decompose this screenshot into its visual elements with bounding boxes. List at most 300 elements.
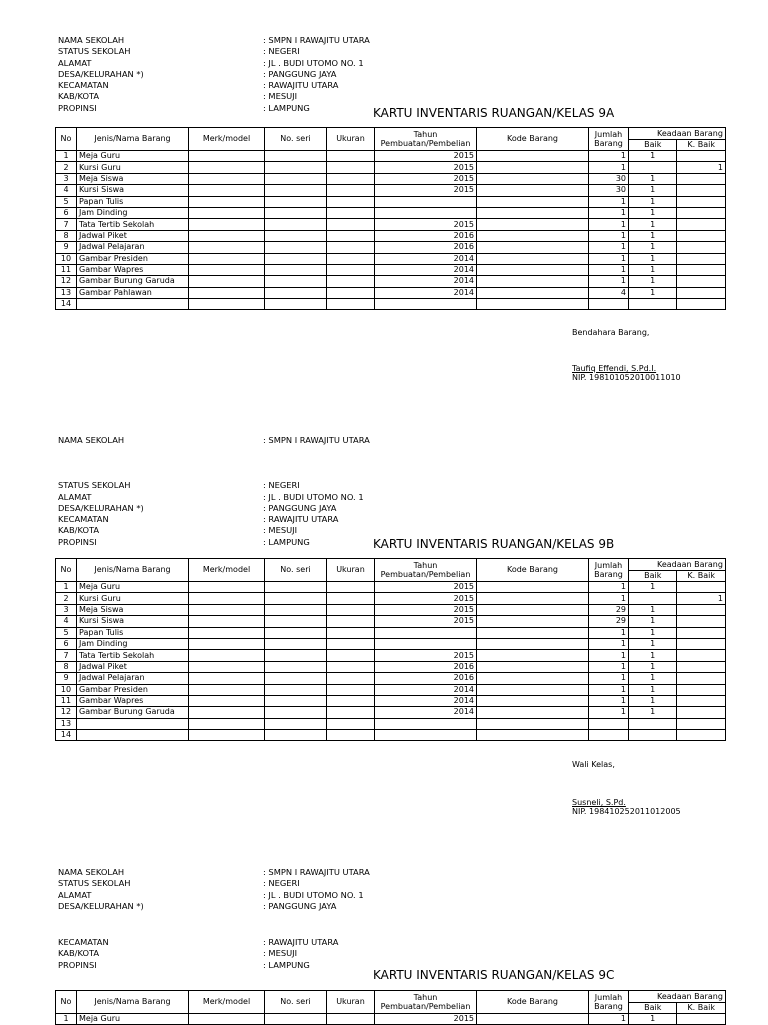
header-jumlah-line2: Barang bbox=[594, 1002, 623, 1011]
cell-merk bbox=[189, 684, 265, 695]
cell-tahun: 2015 bbox=[375, 582, 477, 593]
label-alamat: ALAMAT bbox=[58, 491, 92, 502]
cell-merk bbox=[189, 593, 265, 604]
card-title: KARTU INVENTARIS RUANGAN/KELAS 9B bbox=[373, 537, 615, 551]
table-row bbox=[56, 230, 726, 241]
cell-jumlah: 4 bbox=[589, 287, 629, 298]
header-tahun-line1: Tahun bbox=[413, 130, 438, 139]
header-kode: Kode Barang bbox=[477, 559, 589, 582]
table-row bbox=[56, 299, 726, 310]
header-keadaan: Keadaan Barang bbox=[629, 991, 726, 1003]
cell-kode bbox=[477, 287, 589, 298]
cell-kbaik: 1 bbox=[677, 162, 725, 173]
header-merk: Merk/model bbox=[189, 991, 265, 1014]
cell-baik: 1 bbox=[629, 616, 677, 627]
cell-kbaik bbox=[677, 173, 725, 184]
table-row bbox=[56, 627, 726, 638]
cell-jumlah bbox=[589, 299, 629, 310]
table-row bbox=[56, 730, 726, 741]
cell-kbaik bbox=[677, 253, 725, 264]
header-seri: No. seri bbox=[265, 559, 327, 582]
value-kecamatan: : RAWAJITU UTARA bbox=[263, 80, 339, 91]
cell-kbaik bbox=[677, 276, 725, 287]
cell-no: 3 bbox=[56, 604, 77, 615]
cell-merk bbox=[189, 718, 265, 729]
table-row bbox=[56, 707, 726, 718]
cell-seri bbox=[265, 661, 327, 672]
table-row bbox=[56, 604, 726, 615]
cell-kode bbox=[477, 604, 589, 615]
header-ukuran: Ukuran bbox=[327, 559, 375, 582]
cell-baik: 1 bbox=[629, 1014, 677, 1025]
value-nama-sekolah: : SMPN I RAWAJITU UTARA bbox=[263, 35, 370, 45]
cell-ukuran bbox=[327, 650, 375, 661]
cell-merk bbox=[189, 695, 265, 706]
cell-jenis: Kursi Siswa bbox=[77, 185, 189, 196]
cell-seri bbox=[265, 604, 327, 615]
cell-jenis: Tata Tertib Sekolah bbox=[77, 650, 189, 661]
label-nama-sekolah: NAMA SEKOLAH bbox=[58, 435, 125, 445]
cell-ukuran bbox=[327, 638, 375, 649]
cell-ukuran bbox=[327, 207, 375, 218]
table-row bbox=[56, 695, 726, 706]
cell-no: 4 bbox=[56, 185, 77, 196]
table-row bbox=[56, 253, 726, 264]
cell-jenis: Tata Tertib Sekolah bbox=[77, 219, 189, 230]
cell-jenis: Jadwal Piket bbox=[77, 230, 189, 241]
value-kab-kota: : MESUJI bbox=[263, 948, 298, 959]
cell-tahun: 2015 bbox=[375, 1014, 477, 1025]
cell-seri bbox=[265, 173, 327, 184]
header-jumlah-line1: Jumlah bbox=[594, 993, 623, 1002]
cell-no: 1 bbox=[56, 582, 77, 593]
cell-kbaik bbox=[677, 219, 725, 230]
table-row bbox=[56, 684, 726, 695]
cell-tahun: 2016 bbox=[375, 661, 477, 672]
cell-jumlah: 1 bbox=[589, 627, 629, 638]
cell-ukuran bbox=[327, 276, 375, 287]
cell-seri bbox=[265, 593, 327, 604]
cell-merk bbox=[189, 242, 265, 253]
header-jumlah-line2: Barang bbox=[594, 570, 623, 579]
table-row bbox=[56, 162, 726, 173]
label-kecamatan: KECAMATAN bbox=[58, 514, 109, 525]
cell-ukuran bbox=[327, 264, 375, 275]
cell-merk bbox=[189, 185, 265, 196]
cell-ukuran bbox=[327, 616, 375, 627]
header-kbaik: K. Baik bbox=[677, 1003, 725, 1014]
cell-no: 9 bbox=[56, 673, 77, 684]
cell-baik: 1 bbox=[629, 287, 677, 298]
cell-merk bbox=[189, 616, 265, 627]
table-row bbox=[56, 582, 726, 593]
header-tahun bbox=[375, 991, 477, 1014]
label-status-sekolah: STATUS SEKOLAH bbox=[58, 480, 131, 491]
header-jumlah bbox=[589, 559, 629, 582]
cell-no: 14 bbox=[56, 299, 77, 310]
cell-kbaik bbox=[677, 230, 725, 241]
cell-tahun: 2015 bbox=[375, 616, 477, 627]
label-kecamatan: KECAMATAN bbox=[58, 80, 109, 91]
value-nama-sekolah: : SMPN I RAWAJITU UTARA bbox=[263, 867, 370, 877]
cell-kbaik bbox=[677, 627, 725, 638]
cell-seri bbox=[265, 287, 327, 298]
header-tahun-line2: Pembuatan/Pembelian bbox=[380, 570, 471, 579]
inventory-table bbox=[55, 127, 726, 310]
cell-seri bbox=[265, 684, 327, 695]
cell-ukuran bbox=[327, 695, 375, 706]
cell-jumlah: 1 bbox=[589, 707, 629, 718]
value-kab-kota: : MESUJI bbox=[263, 91, 298, 102]
cell-no: 13 bbox=[56, 287, 77, 298]
cell-seri bbox=[265, 151, 327, 162]
signature-nip: NIP. 198101052010011010 bbox=[572, 373, 681, 382]
cell-jumlah: 1 bbox=[589, 673, 629, 684]
header-jumlah-line1: Jumlah bbox=[594, 561, 623, 570]
cell-no: 9 bbox=[56, 242, 77, 253]
cell-seri bbox=[265, 695, 327, 706]
cell-jenis: Gambar Presiden bbox=[77, 684, 189, 695]
cell-tahun: 2015 bbox=[375, 604, 477, 615]
cell-ukuran bbox=[327, 242, 375, 253]
cell-seri bbox=[265, 673, 327, 684]
cell-baik: 1 bbox=[629, 673, 677, 684]
cell-baik: 1 bbox=[629, 253, 677, 264]
cell-tahun bbox=[375, 299, 477, 310]
cell-merk bbox=[189, 219, 265, 230]
cell-jenis: Gambar Wapres bbox=[77, 264, 189, 275]
label-desa: DESA/KELURAHAN *) bbox=[58, 68, 144, 79]
cell-seri bbox=[265, 207, 327, 218]
cell-jenis: Meja Siswa bbox=[77, 173, 189, 184]
cell-jumlah: 1 bbox=[589, 253, 629, 264]
signature-block bbox=[572, 328, 681, 382]
cell-merk bbox=[189, 661, 265, 672]
header-seri: No. seri bbox=[265, 991, 327, 1014]
cell-ukuran bbox=[327, 582, 375, 593]
inventory-table bbox=[55, 990, 726, 1025]
cell-kbaik bbox=[677, 650, 725, 661]
cell-seri bbox=[265, 162, 327, 173]
cell-jumlah: 1 bbox=[589, 230, 629, 241]
cell-no: 1 bbox=[56, 151, 77, 162]
cell-baik: 1 bbox=[629, 582, 677, 593]
header-no: No bbox=[56, 128, 77, 151]
cell-jumlah: 1 bbox=[589, 219, 629, 230]
cell-kbaik bbox=[677, 730, 725, 741]
cell-baik bbox=[629, 718, 677, 729]
cell-baik: 1 bbox=[629, 650, 677, 661]
cell-baik: 1 bbox=[629, 695, 677, 706]
cell-ukuran bbox=[327, 673, 375, 684]
table-row bbox=[56, 242, 726, 253]
cell-jumlah: 1 bbox=[589, 162, 629, 173]
cell-baik: 1 bbox=[629, 185, 677, 196]
cell-seri bbox=[265, 1014, 327, 1025]
cell-kbaik bbox=[677, 684, 725, 695]
header-kbaik: K. Baik bbox=[677, 571, 725, 582]
cell-tahun: 2014 bbox=[375, 707, 477, 718]
cell-merk bbox=[189, 730, 265, 741]
cell-jumlah: 1 bbox=[589, 638, 629, 649]
cell-jumlah: 30 bbox=[589, 185, 629, 196]
cell-jumlah: 30 bbox=[589, 173, 629, 184]
cell-kbaik bbox=[677, 604, 725, 615]
cell-kbaik bbox=[677, 638, 725, 649]
cell-kbaik bbox=[677, 185, 725, 196]
cell-jenis: Meja Siswa bbox=[77, 604, 189, 615]
cell-no: 8 bbox=[56, 661, 77, 672]
cell-kbaik bbox=[677, 673, 725, 684]
cell-no: 7 bbox=[56, 650, 77, 661]
cell-jumlah bbox=[589, 718, 629, 729]
cell-jenis: Jam Dinding bbox=[77, 207, 189, 218]
cell-merk bbox=[189, 604, 265, 615]
cell-merk bbox=[189, 264, 265, 275]
value-alamat: : JL . BUDI UTOMO NO. 1 bbox=[263, 889, 364, 900]
label-kab-kota: KAB/KOTA bbox=[58, 948, 100, 959]
cell-kode bbox=[477, 661, 589, 672]
cell-ukuran bbox=[327, 627, 375, 638]
cell-ukuran bbox=[327, 593, 375, 604]
cell-kbaik bbox=[677, 661, 725, 672]
table-row bbox=[56, 661, 726, 672]
label-desa: DESA/KELURAHAN *) bbox=[58, 502, 144, 513]
cell-kbaik: 1 bbox=[677, 593, 725, 604]
cell-jenis: Kursi Siswa bbox=[77, 616, 189, 627]
cell-seri bbox=[265, 185, 327, 196]
header-ukuran: Ukuran bbox=[327, 128, 375, 151]
header-no: No bbox=[56, 559, 77, 582]
cell-jenis: Kursi Guru bbox=[77, 593, 189, 604]
cell-kode bbox=[477, 582, 589, 593]
cell-jumlah: 1 bbox=[589, 695, 629, 706]
cell-tahun bbox=[375, 718, 477, 729]
table-row bbox=[56, 219, 726, 230]
value-kecamatan: : RAWAJITU UTARA bbox=[263, 937, 339, 948]
table-row bbox=[56, 276, 726, 287]
cell-merk bbox=[189, 707, 265, 718]
cell-no: 2 bbox=[56, 162, 77, 173]
table-row bbox=[56, 196, 726, 207]
cell-kode bbox=[477, 1014, 589, 1025]
table-row bbox=[56, 264, 726, 275]
label-status-sekolah: STATUS SEKOLAH bbox=[58, 878, 131, 889]
cell-jenis: Papan Tulis bbox=[77, 196, 189, 207]
cell-seri bbox=[265, 264, 327, 275]
cell-jenis: Gambar Pahlawan bbox=[77, 287, 189, 298]
cell-jumlah: 29 bbox=[589, 604, 629, 615]
value-alamat: : JL . BUDI UTOMO NO. 1 bbox=[263, 491, 364, 502]
cell-jumlah: 1 bbox=[589, 661, 629, 672]
cell-baik: 1 bbox=[629, 219, 677, 230]
cell-baik: 1 bbox=[629, 230, 677, 241]
cell-merk bbox=[189, 196, 265, 207]
cell-no: 6 bbox=[56, 638, 77, 649]
cell-seri bbox=[265, 650, 327, 661]
cell-seri bbox=[265, 718, 327, 729]
table-row bbox=[56, 207, 726, 218]
cell-jumlah bbox=[589, 730, 629, 741]
header-jumlah bbox=[589, 991, 629, 1014]
cell-no: 3 bbox=[56, 173, 77, 184]
cell-kode bbox=[477, 730, 589, 741]
cell-ukuran bbox=[327, 299, 375, 310]
cell-baik: 1 bbox=[629, 627, 677, 638]
cell-ukuran bbox=[327, 219, 375, 230]
cell-seri bbox=[265, 253, 327, 264]
cell-merk bbox=[189, 673, 265, 684]
cell-jenis: Gambar Wapres bbox=[77, 695, 189, 706]
cell-jenis: Jam Dinding bbox=[77, 638, 189, 649]
cell-jenis: Meja Guru bbox=[77, 1014, 189, 1025]
table-row bbox=[56, 616, 726, 627]
value-desa: : PANGGUNG JAYA bbox=[263, 900, 337, 911]
cell-jumlah: 1 bbox=[589, 151, 629, 162]
header-jumlah bbox=[589, 128, 629, 151]
cell-kode bbox=[477, 593, 589, 604]
label-nama-sekolah: NAMA SEKOLAH bbox=[58, 35, 125, 45]
cell-baik bbox=[629, 593, 677, 604]
header-kode: Kode Barang bbox=[477, 128, 589, 151]
cell-seri bbox=[265, 230, 327, 241]
cell-no: 11 bbox=[56, 695, 77, 706]
cell-tahun: 2015 bbox=[375, 173, 477, 184]
value-status-sekolah: : NEGERI bbox=[263, 480, 300, 491]
header-merk: Merk/model bbox=[189, 559, 265, 582]
cell-kode bbox=[477, 673, 589, 684]
cell-seri bbox=[265, 627, 327, 638]
label-propinsi: PROPINSI bbox=[58, 102, 97, 113]
header-jumlah-line2: Barang bbox=[594, 139, 623, 148]
label-status-sekolah: STATUS SEKOLAH bbox=[58, 46, 131, 57]
cell-no: 12 bbox=[56, 276, 77, 287]
cell-no: 5 bbox=[56, 627, 77, 638]
cell-ukuran bbox=[327, 604, 375, 615]
header-jenis: Jenis/Nama Barang bbox=[77, 128, 189, 151]
header-no: No bbox=[56, 991, 77, 1014]
cell-seri bbox=[265, 219, 327, 230]
cell-tahun: 2016 bbox=[375, 673, 477, 684]
table-row bbox=[56, 287, 726, 298]
table-row bbox=[56, 638, 726, 649]
header-kbaik: K. Baik bbox=[677, 140, 725, 151]
cell-baik bbox=[629, 299, 677, 310]
table-row bbox=[56, 673, 726, 684]
cell-seri bbox=[265, 616, 327, 627]
cell-kode bbox=[477, 151, 589, 162]
signature-nip: NIP. 198410252011012005 bbox=[572, 807, 681, 816]
label-kecamatan: KECAMATAN bbox=[58, 937, 109, 948]
cell-jenis: Kursi Guru bbox=[77, 162, 189, 173]
table-row bbox=[56, 151, 726, 162]
cell-merk bbox=[189, 230, 265, 241]
cell-kode bbox=[477, 695, 589, 706]
cell-ukuran bbox=[327, 287, 375, 298]
cell-tahun: 2014 bbox=[375, 695, 477, 706]
cell-jumlah: 29 bbox=[589, 616, 629, 627]
cell-kbaik bbox=[677, 196, 725, 207]
cell-kode bbox=[477, 718, 589, 729]
cell-tahun bbox=[375, 196, 477, 207]
cell-baik bbox=[629, 162, 677, 173]
cell-kbaik bbox=[677, 264, 725, 275]
cell-kbaik bbox=[677, 287, 725, 298]
cell-no: 8 bbox=[56, 230, 77, 241]
cell-seri bbox=[265, 582, 327, 593]
cell-baik bbox=[629, 730, 677, 741]
table-row bbox=[56, 185, 726, 196]
cell-kbaik bbox=[677, 718, 725, 729]
cell-tahun bbox=[375, 627, 477, 638]
cell-ukuran bbox=[327, 1014, 375, 1025]
cell-no: 10 bbox=[56, 684, 77, 695]
cell-seri bbox=[265, 299, 327, 310]
cell-baik: 1 bbox=[629, 661, 677, 672]
cell-kbaik bbox=[677, 1014, 725, 1025]
cell-kode bbox=[477, 264, 589, 275]
value-propinsi: : LAMPUNG bbox=[263, 102, 310, 113]
cell-tahun: 2014 bbox=[375, 276, 477, 287]
cell-jenis: Meja Guru bbox=[77, 151, 189, 162]
cell-merk bbox=[189, 162, 265, 173]
value-desa: : PANGGUNG JAYA bbox=[263, 68, 337, 79]
cell-merk bbox=[189, 582, 265, 593]
cell-ukuran bbox=[327, 730, 375, 741]
header-tahun-line1: Tahun bbox=[413, 993, 438, 1002]
cell-ukuran bbox=[327, 196, 375, 207]
cell-merk bbox=[189, 650, 265, 661]
cell-tahun: 2015 bbox=[375, 151, 477, 162]
cell-ukuran bbox=[327, 151, 375, 162]
cell-baik: 1 bbox=[629, 638, 677, 649]
cell-baik: 1 bbox=[629, 242, 677, 253]
cell-no: 6 bbox=[56, 207, 77, 218]
cell-seri bbox=[265, 196, 327, 207]
cell-baik: 1 bbox=[629, 276, 677, 287]
cell-tahun bbox=[375, 638, 477, 649]
cell-jenis bbox=[77, 718, 189, 729]
header-seri: No. seri bbox=[265, 128, 327, 151]
card-title: KARTU INVENTARIS RUANGAN/KELAS 9C bbox=[373, 968, 615, 982]
cell-jenis: Gambar Burung Garuda bbox=[77, 276, 189, 287]
cell-seri bbox=[265, 242, 327, 253]
cell-jenis bbox=[77, 299, 189, 310]
cell-jumlah: 1 bbox=[589, 242, 629, 253]
cell-jumlah: 1 bbox=[589, 207, 629, 218]
cell-jumlah: 1 bbox=[589, 276, 629, 287]
cell-baik: 1 bbox=[629, 151, 677, 162]
cell-jenis: Gambar Burung Garuda bbox=[77, 707, 189, 718]
label-nama-sekolah: NAMA SEKOLAH bbox=[58, 867, 125, 877]
cell-tahun: 2014 bbox=[375, 264, 477, 275]
cell-kbaik bbox=[677, 616, 725, 627]
value-nama-sekolah: : SMPN I RAWAJITU UTARA bbox=[263, 435, 370, 445]
cell-tahun: 2014 bbox=[375, 287, 477, 298]
cell-no: 7 bbox=[56, 219, 77, 230]
header-kode: Kode Barang bbox=[477, 991, 589, 1014]
label-alamat: ALAMAT bbox=[58, 889, 92, 900]
table-row bbox=[56, 650, 726, 661]
cell-no: 1 bbox=[56, 1014, 77, 1025]
cell-jenis: Meja Guru bbox=[77, 582, 189, 593]
cell-seri bbox=[265, 638, 327, 649]
value-desa: : PANGGUNG JAYA bbox=[263, 502, 337, 513]
cell-baik: 1 bbox=[629, 604, 677, 615]
cell-merk bbox=[189, 173, 265, 184]
value-kab-kota: : MESUJI bbox=[263, 525, 298, 536]
cell-no: 11 bbox=[56, 264, 77, 275]
